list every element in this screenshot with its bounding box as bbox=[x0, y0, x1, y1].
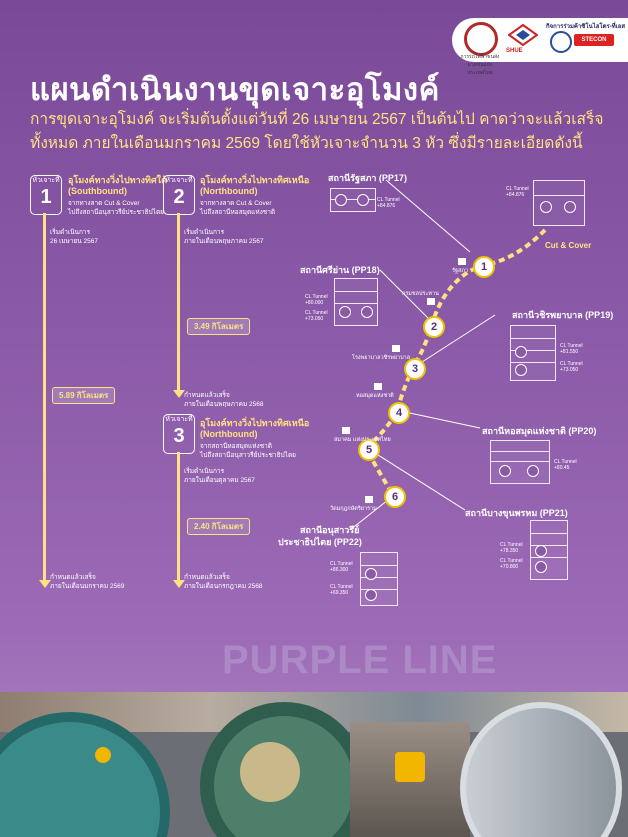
station-pp20-level1: CL Tunnel bbox=[554, 459, 577, 465]
place-5: สมาคม แห่งประเทศไทย bbox=[334, 437, 391, 443]
mrta-caption: การรถไฟฟ้าขนส่งมวลชนแห่งประเทศไทย bbox=[460, 54, 500, 76]
head-2-distance: 3.49 กิโลเมตร bbox=[187, 318, 250, 335]
leader-pp20 bbox=[405, 412, 480, 428]
route-node-6: 6 bbox=[384, 486, 406, 508]
place-1: รัฐสภา bbox=[452, 268, 469, 274]
construction-photo bbox=[0, 692, 628, 837]
page-title: แผนดำเนินงานขุดเจาะอุโมงค์ bbox=[30, 72, 440, 107]
station-pp20-name: สถานีหอสมุดแห่งชาติ (PP20) bbox=[482, 426, 597, 436]
head-2-start-date: ภายในเดือนพฤษภาคม 2567 bbox=[184, 238, 264, 245]
station-pp18-level2: +80.000 bbox=[305, 300, 324, 306]
head-2-end-date: ภายในเดือนพฤษภาคม 2568 bbox=[184, 401, 264, 408]
head-1-direction: (Southbound) bbox=[68, 186, 127, 196]
place-6: วัดมกุฎกษัตริยาราม bbox=[330, 506, 377, 512]
route-node-3: 3 bbox=[404, 358, 426, 380]
station-pp22-name: สถานีอนุสาวรีย์ bbox=[300, 525, 360, 535]
station-pp22-diagram bbox=[360, 552, 398, 606]
head-3-end-label: กำหนดแล้วเสร็จ bbox=[184, 574, 230, 581]
head-3-route2: ไปถึงสถานีอนุสาวรีย์ประชาธิปไตย bbox=[200, 452, 296, 459]
station-pp22-level4: +69.350 bbox=[330, 590, 349, 596]
place-2: กรมชลประทาน bbox=[402, 291, 439, 297]
route-node-1: 1 bbox=[473, 256, 495, 278]
head-3-tag-caption: หัวเจาะที่ bbox=[165, 416, 193, 423]
place-4: หอสมุดแห่งชาติ bbox=[356, 393, 394, 399]
station-pp19-level2: +81.550 bbox=[560, 349, 579, 355]
station-pp21-level4: +70.800 bbox=[500, 564, 519, 570]
station-pp22-level2: +86.300 bbox=[330, 567, 349, 573]
head-2-number: 2 bbox=[173, 186, 185, 208]
head-3-distance: 2.40 กิโลเมตร bbox=[187, 518, 250, 535]
route-node-4: 4 bbox=[388, 402, 410, 424]
head-2-tag-caption: หัวเจาะที่ bbox=[165, 177, 193, 184]
head-3-direction: (Northbound) bbox=[200, 429, 258, 439]
head-3-start-label: เริ่มดำเนินการ bbox=[184, 468, 225, 475]
station-pp22-name2: ประชาธิปไตย (PP22) bbox=[278, 537, 362, 547]
station-pp21-level1: CL Tunnel bbox=[500, 542, 523, 548]
parliament-icon bbox=[458, 258, 466, 265]
station-pp17-diagram bbox=[330, 188, 376, 212]
head-1-title: อุโมงค์ทางวิ่งไปทางทิศใต้ bbox=[68, 175, 167, 185]
head-3-title: อุโมงค์ทางวิ่งไปทางทิศเหนือ bbox=[200, 418, 310, 428]
station-pp21-level2: +78.350 bbox=[500, 548, 519, 554]
route-node-5: 5 bbox=[358, 439, 380, 461]
hospital-icon bbox=[392, 345, 400, 352]
cut-cover-level-value: +84.876 bbox=[506, 192, 525, 198]
head-3-start-date: ภายในเดือนตุลาคม 2567 bbox=[184, 477, 255, 484]
station-pp22-level3: CL Tunnel bbox=[330, 584, 353, 590]
cutterhead-hub bbox=[240, 742, 300, 802]
station-pp18-diagram bbox=[334, 278, 378, 326]
station-pp21-diagram bbox=[530, 520, 568, 580]
station-pp19-level1: CL Tunnel bbox=[560, 343, 583, 349]
station-pp19-level3: CL Tunnel bbox=[560, 361, 583, 367]
head-2-direction: (Northbound) bbox=[200, 186, 258, 196]
stecon-logo: STECON bbox=[574, 34, 614, 46]
head-1-tag-caption: หัวเจาะที่ bbox=[32, 177, 60, 184]
jv-title: กิจการร่วมค้าซิโนไฮโดร-ที่เอส bbox=[546, 24, 625, 30]
head-1-start-date: 26 เมษายน 2567 bbox=[50, 238, 98, 245]
head-3-number: 3 bbox=[173, 425, 185, 447]
head-1-start-label: เริ่มดำเนินการ bbox=[50, 229, 91, 236]
head-2-route2: ไปถึงสถานีหอสมุดแห่งชาติ bbox=[200, 209, 276, 216]
association-icon bbox=[342, 427, 350, 434]
head-1-route1: จากทางลาด Cut & Cover bbox=[68, 200, 140, 207]
head-2-title: อุโมงค์ทางวิ่งไปทางทิศเหนือ bbox=[200, 175, 310, 185]
station-pp20-level2: +80.45 bbox=[554, 465, 570, 471]
head-1-number: 1 bbox=[40, 186, 52, 208]
temple-icon bbox=[365, 496, 373, 503]
station-pp19-name: สถานีวชิรพยาบาล (PP19) bbox=[512, 310, 614, 320]
station-pp17-level-value: +84.876 bbox=[377, 203, 396, 209]
library-icon bbox=[374, 383, 382, 390]
head-1-end-label: กำหนดแล้วเสร็จ bbox=[50, 574, 96, 581]
route-node-2: 2 bbox=[423, 316, 445, 338]
station-pp18-name: สถานีศรีย่าน (PP18) bbox=[300, 265, 380, 275]
station-pp19-level4: +73.050 bbox=[560, 367, 579, 373]
station-pp18-level1: CL Tunnel bbox=[305, 294, 328, 300]
srt-caption: SHUE bbox=[506, 48, 523, 54]
station-pp17-name: สถานีรัฐสภา (PP17) bbox=[328, 173, 407, 183]
station-pp19-diagram bbox=[510, 325, 556, 381]
station-pp17-level-label: CL Tunnel bbox=[377, 197, 400, 203]
head-3-route1: จากสถานีหอสมุดแห่งชาติ bbox=[200, 443, 272, 450]
leader-pp17 bbox=[386, 180, 470, 252]
irrigation-icon bbox=[427, 298, 435, 305]
head-1-distance: 5.89 กิโลเมตร bbox=[52, 387, 115, 404]
head-1-route2: ไปถึงสถานีอนุสาวรีย์ประชาธิปไตย bbox=[68, 209, 164, 216]
head-2-start-label: เริ่มดำเนินการ bbox=[184, 229, 225, 236]
station-pp18-level4: +73.050 bbox=[305, 316, 324, 322]
intro-text: การขุดเจาะอุโมงค์ จะเริ่มต้นตั้งแต่วันที่ 26 เมษายน 2567 เป็นต้นไป คาดว่าจะแล้วเสร็จทั้งหมด ภายในเดือนมกราคม 2569 โดยใช้หัวเจาะจำนวน 3 หัว ซึ่งมีรายละเอียดดังนี้ bbox=[30, 111, 604, 152]
station-pp18-level3: CL Tunnel bbox=[305, 310, 328, 316]
place-3: โรงพยาบาลวชิรพยาบาล bbox=[352, 355, 411, 361]
station-pp22-level1: CL Tunnel bbox=[330, 561, 353, 567]
purple-line-watermark: PURPLE LINE bbox=[222, 638, 498, 682]
head-3-end-date: ภายในเดือนกรกฎาคม 2568 bbox=[184, 583, 263, 590]
head-2-end-label: กำหนดแล้วเสร็จ bbox=[184, 392, 230, 399]
station-pp20-diagram bbox=[490, 440, 550, 484]
head-1-end-date: ภายในเดือนมกราคม 2569 bbox=[50, 583, 125, 590]
station-pp21-name: สถานีบางขุนพรหม (PP21) bbox=[465, 508, 568, 518]
station-pp21-level3: CL Tunnel bbox=[500, 558, 523, 564]
cut-cover-label: Cut & Cover bbox=[545, 241, 592, 250]
cut-cover-diagram bbox=[533, 180, 585, 226]
cut-cover-level-label: CL Tunnel bbox=[506, 186, 529, 192]
head-2-route1: จากทางลาด Cut & Cover bbox=[200, 200, 272, 207]
